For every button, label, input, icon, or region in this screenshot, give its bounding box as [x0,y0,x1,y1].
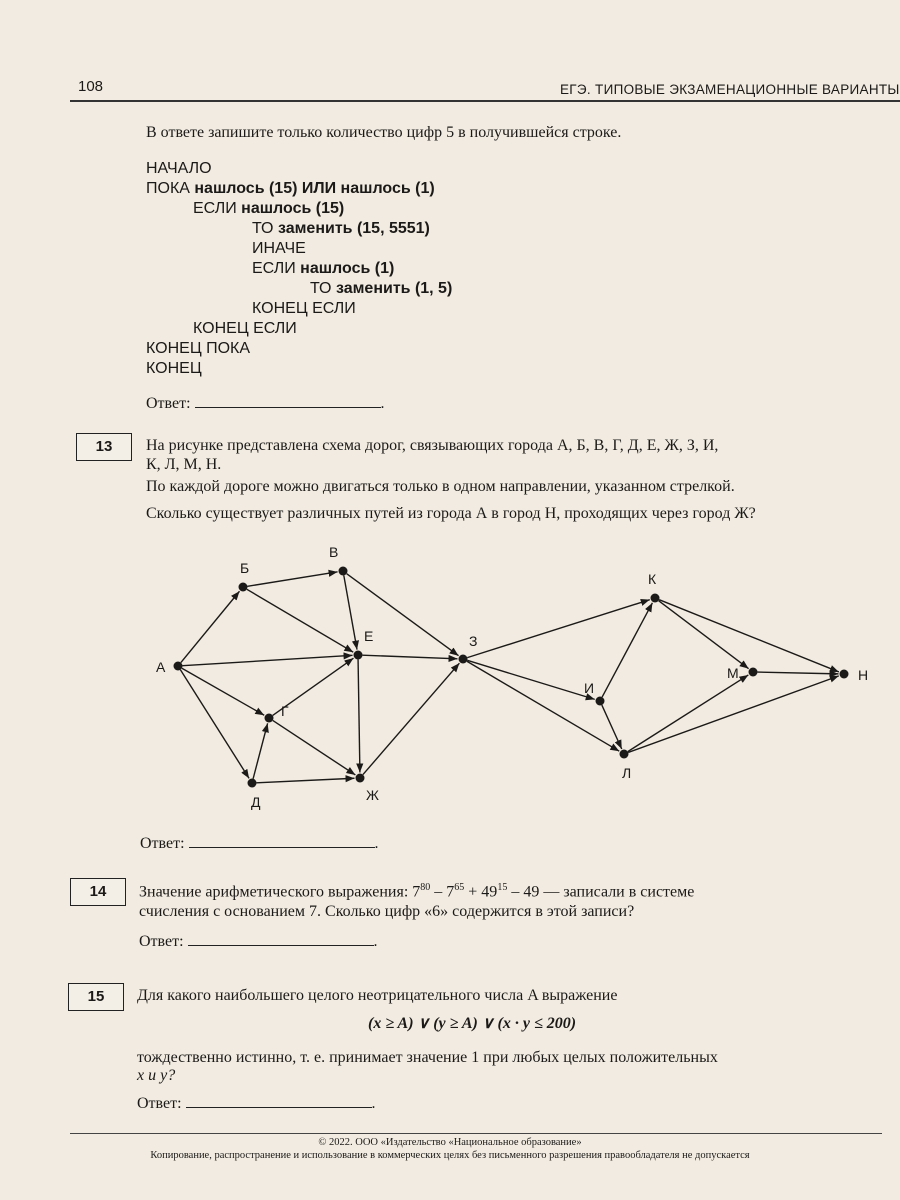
code-keyword: ПОКА [146,180,190,197]
road-А-Б [181,591,240,662]
code-keyword: КОНЕЦ ЕСЛИ [193,320,297,337]
road-Д-Ж [256,778,354,783]
code-command: заменить (15, 5551) [273,220,430,237]
code-line [146,360,202,378]
road-Е-З [362,655,457,659]
task14-text-line1 [139,882,694,901]
footer-copyright: © 2022. ООО «Издательство «Национальное образование» [318,1137,582,1148]
city-node [596,697,605,706]
road-Е-Ж [358,659,360,772]
answer-label: Ответ: [146,395,191,412]
task15-text-line1: Для какого наибольшего целого неотрицательного числа A выражение [137,987,618,1004]
code-keyword: НАЧАЛО [146,160,212,177]
answer-field[interactable] [189,833,375,848]
road-З-И [467,660,594,699]
expr-part: Значение арифметического выражения: 7 [139,883,421,901]
task13-text-line2: К, Л, М, Н. [146,456,222,473]
task13-answer: Ответ: . [140,835,379,852]
city-node [459,655,468,664]
expr-part: – 49 — записали в системе [507,883,695,901]
task14-text-line2: счисления с основанием 7. Сколько цифр «6» содержится в этой записи? [139,903,635,920]
exponent: 15 [497,882,508,893]
city-label: И [584,680,595,696]
code-keyword: ИНАЧЕ [252,240,306,257]
road-Л-Н [628,676,839,753]
city-node [651,594,660,603]
task15-number-box: 15 [68,983,124,1011]
road-А-Д [180,670,249,779]
code-keyword: КОНЕЦ ЕСЛИ [252,300,356,317]
task15-answer: Ответ: . [137,1095,376,1112]
city-label: З [469,633,478,649]
code-line [193,320,297,338]
code-line [146,340,250,358]
task12-answer: Ответ: . [146,395,385,412]
road-З-К [467,600,649,658]
road-Д-Г [253,723,267,778]
road-К-Н [659,600,839,672]
road-А-Е [182,655,352,665]
road-Ж-З [363,663,459,774]
road-К-М [659,601,749,669]
task14-number-box: 14 [70,878,126,906]
road-Б-В [247,572,337,586]
city-label: Б [240,560,250,576]
task13-question: Сколько существует различных путей из города А в город Н, проходящих через город Ж? [146,505,756,522]
code-line [193,200,344,218]
road-З-Л [467,661,619,751]
code-condition: нашлось (15) [236,200,345,217]
code-condition: нашлось (15) ИЛИ нашлось (1) [189,180,435,197]
code-command: заменить (1, 5) [331,280,453,297]
answer-field[interactable] [188,931,374,946]
road-М-Н [757,672,838,674]
city-label: Д [251,794,261,810]
task13-number-box: 13 [76,433,132,461]
code-keyword: ТО [310,280,332,297]
city-node [840,670,849,679]
code-keyword: КОНЕЦ ПОКА [146,340,251,357]
task14-answer: Ответ: . [139,933,378,950]
footer-divider [70,1133,882,1134]
footer-notice: Копирование, распространение и использование в коммерческих целях без письменного разрешения правообладателя не допускается [150,1150,750,1161]
code-line [146,180,435,198]
graph-nodes [174,567,849,788]
code-keyword: ЕСЛИ [252,260,296,277]
task15-text-line3: x и y? [137,1067,176,1084]
page-number: 108 [78,78,104,95]
answer-field[interactable] [195,393,381,408]
answer-label: Ответ: [137,1095,182,1112]
city-label: К [648,571,657,587]
code-condition: нашлось (1) [295,260,395,277]
city-node [356,774,365,783]
expr-part: – 7 [430,883,455,901]
road-И-К [602,603,652,697]
road-map-graph [140,540,900,820]
code-line [146,160,212,178]
code-line [252,260,394,278]
city-label: М [727,665,739,681]
task13-text-line1: На рисунке представлена схема дорог, связывающих города А, Б, В, Г, Д, Е, Ж, З, И, [146,437,719,454]
city-node [339,567,348,576]
city-node [620,750,629,759]
city-label: Ж [366,787,379,803]
road-В-Е [344,575,357,649]
exponent: 65 [454,882,465,893]
city-label: В [329,544,339,560]
code-keyword: ТО [252,220,274,237]
city-node [749,668,758,677]
city-label: Н [858,667,869,683]
city-label: Г [281,703,289,719]
answer-field[interactable] [186,1093,372,1108]
code-line [252,220,430,238]
task12-intro: В ответе запишите только количество цифр 5 в получившейся строке. [146,124,622,141]
city-node [248,779,257,788]
road-Л-М [628,675,749,752]
city-label: Л [622,765,632,781]
road-Г-Ж [273,720,356,774]
city-label: Е [364,628,374,644]
task15-text-line2: тождественно истинно, т. е. принимает значение 1 при любых целых положительных [137,1049,718,1066]
code-line [252,300,356,318]
task15-formula: (x ≥ A) ∨ (y ≥ A) ∨ (x · y ≤ 200) [368,1015,577,1032]
road-Б-Е [247,589,353,652]
city-label: А [156,659,166,675]
running-header: ЕГЭ. ТИПОВЫЕ ЭКЗАМЕНАЦИОННЫЕ ВАРИАНТЫ [560,82,900,97]
answer-label: Ответ: [139,933,184,950]
code-line [310,280,452,298]
city-node [174,662,183,671]
city-node [239,583,248,592]
city-node [354,651,363,660]
graph-edges [180,572,838,783]
header-divider [70,100,900,102]
answer-label: Ответ: [140,835,185,852]
task13-text-line3: По каждой дороге можно двигаться только в одном направлении, указанном стрелкой. [146,478,735,495]
city-node [265,714,274,723]
expr-part: + 49 [464,883,498,901]
code-keyword: ЕСЛИ [193,200,237,217]
exponent: 80 [420,882,431,893]
code-keyword: КОНЕЦ [146,360,202,377]
code-line [252,240,306,258]
